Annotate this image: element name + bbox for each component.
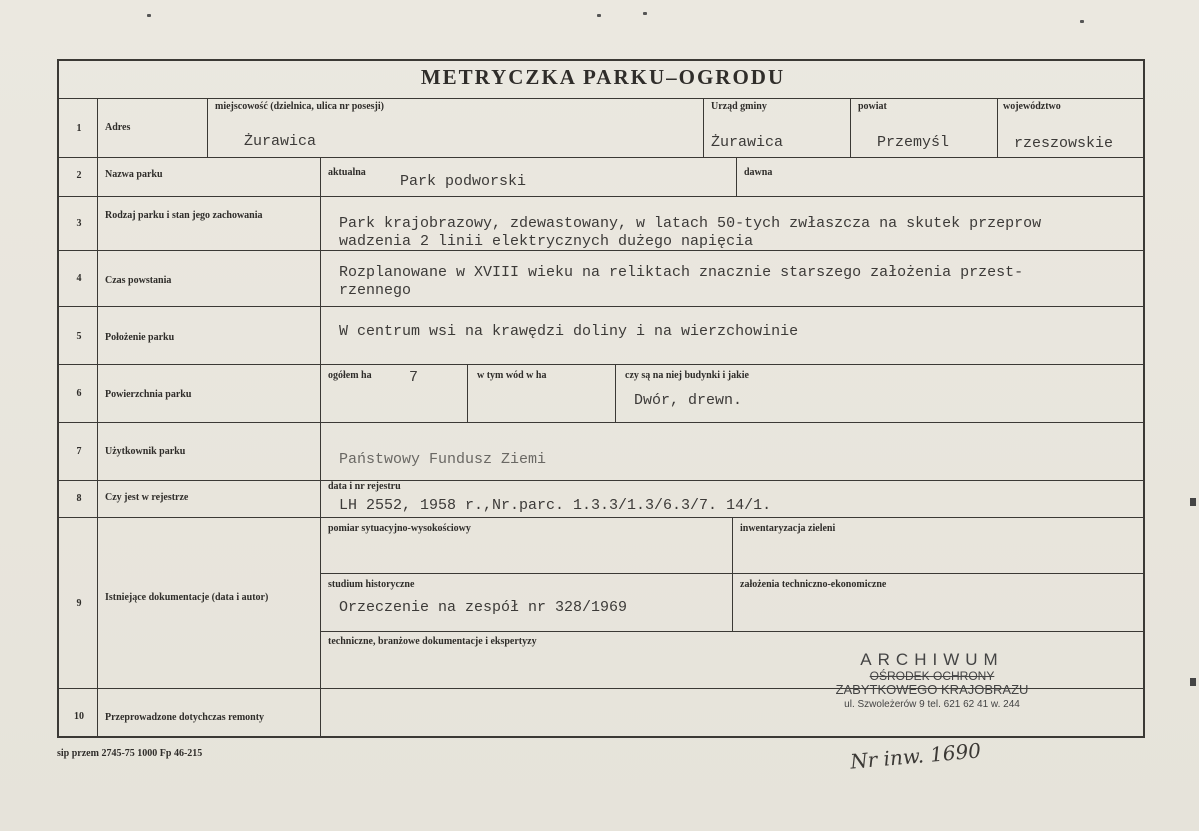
row-number-3: 3 [76, 218, 82, 229]
location-value: W centrum wsi na krawędzi doliny i na wierzchowinie [339, 323, 799, 340]
stamp-center: OŚRODEK OCHRONY [869, 669, 995, 683]
origin-line1: Rozplanowane w XVIII wieku na reliktach znacznie starszego założenia przest- [339, 264, 1024, 281]
edge-mark [1190, 498, 1196, 506]
row-number-5: 5 [76, 331, 82, 342]
row-label-user: Użytkownik parku [105, 446, 186, 457]
row-label-park-name: Nazwa parku [105, 169, 163, 180]
row-label-location: Położenie parku [105, 332, 175, 343]
speck-mark [643, 12, 647, 15]
handwritten-inventory-number: Nr inw. 1690 [849, 738, 982, 774]
row-number-1: 1 [76, 123, 82, 134]
area-water-label: w tym wód w ha [477, 370, 547, 381]
row-number-7: 7 [76, 446, 82, 457]
history-label: studium historyczne [328, 579, 415, 590]
user-value: Państwowy Fundusz Ziemi [339, 451, 547, 468]
stamp-archive: ARCHIWUM [860, 650, 1004, 669]
area-total-value: 7 [409, 369, 419, 386]
area-total-label: ogółem ha [328, 370, 372, 381]
origin-line2: rzennego [339, 282, 412, 299]
name-current-value: Park podworski [400, 173, 527, 190]
powiat-value: Przemyśl [877, 134, 950, 151]
row-label-address: Adres [105, 122, 131, 133]
row-label-area: Powierzchnia parku [105, 389, 192, 400]
locality-label: miejscowość (dzielnica, ulica nr posesji) [215, 101, 384, 112]
gmina-value: Żurawica [711, 134, 784, 151]
speck-mark [147, 14, 151, 17]
row-label-documentation: Istniejące dokumentacje (data i autor) [105, 592, 269, 603]
row-label-type-state: Rodzaj parku i stan jego zachowania [105, 210, 263, 221]
history-value: Orzeczenie na zespół nr 328/1969 [339, 599, 628, 616]
row-label-repairs: Przeprowadzone dotychczas remonty [105, 712, 265, 723]
inventory-label: inwentaryzacja zieleni [740, 523, 836, 534]
stamp-landscape: ZABYTKOWEGO KRAJOBRAZU [835, 682, 1029, 697]
row-label-registry: Czy jest w rejestrze [105, 492, 189, 503]
wojewodztwo-value: rzeszowskie [1014, 135, 1114, 152]
type-state-line2: wadzenia 2 linii elektrycznych dużego napięcia [339, 233, 754, 250]
type-state-line1: Park krajobrazowy, zdewastowany, w latach 50-tych zwłaszcza na skutek przeprow [339, 215, 1042, 232]
survey-label: pomiar sytuacyjno-wysokościowy [328, 523, 471, 534]
archive-stamp [817, 650, 1047, 713]
form-title: METRYCZKA PARKU–OGRODU [420, 65, 786, 89]
print-footer: sip przem 2745-75 1000 Fp 46-215 [57, 748, 203, 759]
tech-econ-label: założenia techniczno-ekonomiczne [740, 579, 887, 590]
name-current-label: aktualna [328, 167, 366, 178]
row-number-10: 10 [74, 711, 84, 722]
park-record-form [57, 59, 1145, 738]
row-number-2: 2 [76, 170, 82, 181]
area-buildings-value: Dwór, drewn. [634, 392, 743, 409]
row-number-8: 8 [76, 493, 82, 504]
speck-mark [1080, 20, 1084, 23]
gmina-label: Urząd gminy [711, 101, 767, 112]
locality-value: Żurawica [244, 133, 317, 150]
edge-mark [1190, 678, 1196, 686]
row-number-6: 6 [76, 388, 82, 399]
speck-mark [597, 14, 601, 17]
area-buildings-label: czy są na niej budynki i jakie [625, 370, 749, 381]
registry-label: data i nr rejestru [328, 481, 401, 492]
registry-value: LH 2552, 1958 r.,Nr.parc. 1.3.3/1.3/6.3/7. 14/1. [339, 497, 772, 514]
stamp-address: ul. Szwoleżerów 9 tel. 621 62 41 w. 244 [844, 699, 1020, 710]
wojewodztwo-label: województwo [1003, 101, 1061, 112]
technical-docs-label: techniczne, branżowe dokumentacje i ekspertyzy [328, 636, 537, 647]
name-former-label: dawna [744, 167, 773, 178]
row-label-origin-time: Czas powstania [105, 275, 172, 286]
row-number-4: 4 [76, 273, 82, 284]
row-number-9: 9 [76, 598, 82, 609]
powiat-label: powiat [858, 101, 887, 112]
